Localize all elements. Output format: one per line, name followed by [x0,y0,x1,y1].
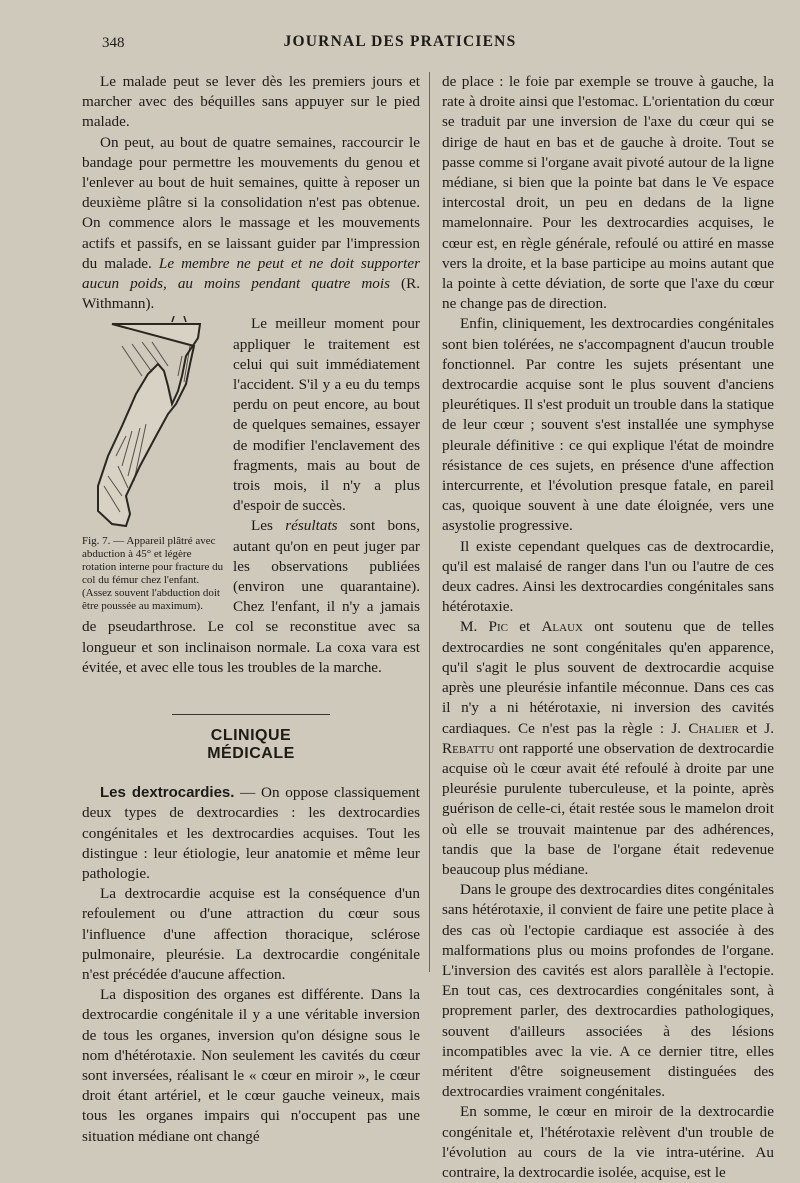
paragraph: M. Pic et Alaux ont soutenu que de telles dextrocardies ne sont congénitales qu'en apparence, qu'il s'agit le plus souvent de dextrocardie acquise après une pleurésie infantile méconnue. Dans ces cas il n'y a ni hétérotaxie, ni inversion des cavités cardiaques. Ce n'est pas la règle : J. Chalier et J. Rebattu ont rapporté une observation de dextrocardie acquise où le cœur avait été refoulé à droite par une pleurésie purulente tuberculeuse, et la pointe, après guérison de celle-ci, était restée sous le mamelon droit où elle se trouvait maintenue par des adhérences, tandis que la base de l'organe était redevenue beaucoup plus médiane. [442,618,775,878]
paragraph: Le malade peut se lever dès les premiers jours et marcher avec des béquilles sans appuyer sur le pied malade. [82,73,420,131]
paragraph: La disposition des organes est différente. Dans la dextrocardie congénitale il y a une véritable inversion de tous les organes, inversion qu'on désigne sous le nom d'hétérotaxie. Non seulement les cavités du cœur sont inversées, réalisant le « cœur en miroir », le cœur droit étant artériel, et le cœur gauche veineux, mais tous les organes impairs qui n'occupent pas une situation médiane ont changé [82,986,420,1145]
paragraph: On peut, au bout de quatre semaines, raccourcir le bandage pour permettre les mouvements du genou et l'enlever au bout de huit semaines, quitte à reposer un deuxième plâtre si la consolidation n'est pas obtenue. On commence alors le massage et les mouvements actifs et passifs, en se laissant guider par l'impression du malade. Le membre ne peut et ne doit supporter aucun poids, au moins pendant quatre mois (R. Withmann). [82,133,420,313]
paragraph: La dextrocardie acquise est la conséquence d'un refoulement ou d'une attraction du cœur sous l'influence d'une affection thoracique, sclérose pulmonaire, pleurésie. La dextrocardie congénitale n'est précédée d'aucune affection. [82,885,420,983]
paragraph: Il existe cependant quelques cas de dextrocardie, qu'il est malaisé de ranger dans l'un ou l'autre de ces deux cadres. Ainsi les dextrocardies congénitales sans hétérotaxie. [442,537,774,616]
plaster-cast-illustration [82,316,222,531]
right-column [442,72,774,1183]
paragraph: de place : le foie par exemple se trouve à gauche, la rate à droite ainsi que l'estomac. L'orientation du cœur se traduit par une inversion de l'axe du cœur qui se dirige de haut en bas et de gauche à droite. Tout se passe comme si l'organe avait pivoté autour de la ligne médiane, si bien que la pointe bat dans le Ve espace intercostal droit, un peu en dedans de la ligne mamelonnaire. Pour les dextrocardies acquises, le cœur est, en règle générale, refoulé ou attiré en masse vers la droite, et la base participe au moins autant que la pointe à cette déviation, de sorte que l'axe du cœur ne change pas de direction. [442,73,774,313]
column-divider [429,72,430,972]
paragraph: En somme, le cœur en miroir de la dextrocardie congénitale et, l'hétérotaxie relèvent d'un trouble de l'évolution au cours de la vie intra-utérine. Au contraire, la dextrocardie isolée, acquise, est le [442,1103,774,1181]
paragraph: Les résultats sont bons, autant qu'on en peut juger par les observations publiées (environ une quarantaine). Chez l'enfant, il n'y a jamais de pseudarthrose. Le col se reconstitue avec sa longueur et son inclinaison normale. La coxa vara est évitée, et avec elle tous les troubles de la marche. [82,517,421,676]
left-column [82,72,420,1147]
page-number: 348 [102,35,125,51]
section-heading: CLINIQUE MÉDICALE [172,714,330,763]
italic-quote: Le membre ne peut et ne doit supporter aucun poids, au moins pendant quatre mois [82,254,420,293]
paragraph: Le meilleur moment pour appliquer le traitement est celui qui suit immédiatement l'accident. S'il y a eu du temps perdu on peut encore, au bout de quelques semaines, essayer de modifier l'enclavement des fragments, mais au bout de trois mois, il n'y a plus d'espoir de succès. [233,315,420,515]
paragraph: Dans le groupe des dextrocardies dites congénitales sans hétérotaxie, il convient de faire une petite place à des cas où l'ectopie cardiaque est associée à des malformations plus ou moins profondes de l'organe. L'inversion des cavités est alors parallèle à l'ectopie. En tout cas, ces dextrocardies congénitales sont, à proprement parler, des dextrocardies pathologiques, souvent d'ailleurs associées à des lésions incompatibles avec la vie. A ce dernier titre, elles méritent d'être soigneusement distinguées des dextrocardies vraiment congénitales. [442,881,774,1101]
paragraph: Les dextrocardies. — On oppose classiquement deux types de dextrocardies : les dextrocardies congénitales et les dextrocardies acquises. Tout les distingue : leur étiologie, leur anatomie et même leur pathologie. [82,784,420,882]
paragraph: Enfin, cliniquement, les dextrocardies congénitales sont bien tolérées, ne s'accompagnent d'aucun trouble fonctionnel. Par contre les sujets présentant une dextrocardie acquise sont le plus souvent d'anciens pleurétiques. Il s'est produit un trouble dans la statique de leur cœur ; souvent s'est installée une symphyse pleurale définitive : ce qui explique l'état de moindre résistance de ces sujets, en présence d'une affection intercurrente, et l'évolution presque fatale, en pareil cas, quoique souvent à une date éloignée, vers une asystolie progressive. [442,315,774,535]
running-header [0,33,800,55]
journal-title: JOURNAL DES PRATICIENS [283,33,517,50]
figure-caption: Fig. 7. — Appareil plâtré avec abduction à 45° et légère rotation interne pour fracture du col du fémur chez l'enfant. (Assez souvent l'abduction doit être poussée au maximum). [82,535,224,613]
figure-7 [82,316,227,613]
article-lead: Les dextrocardies. [100,784,235,802]
